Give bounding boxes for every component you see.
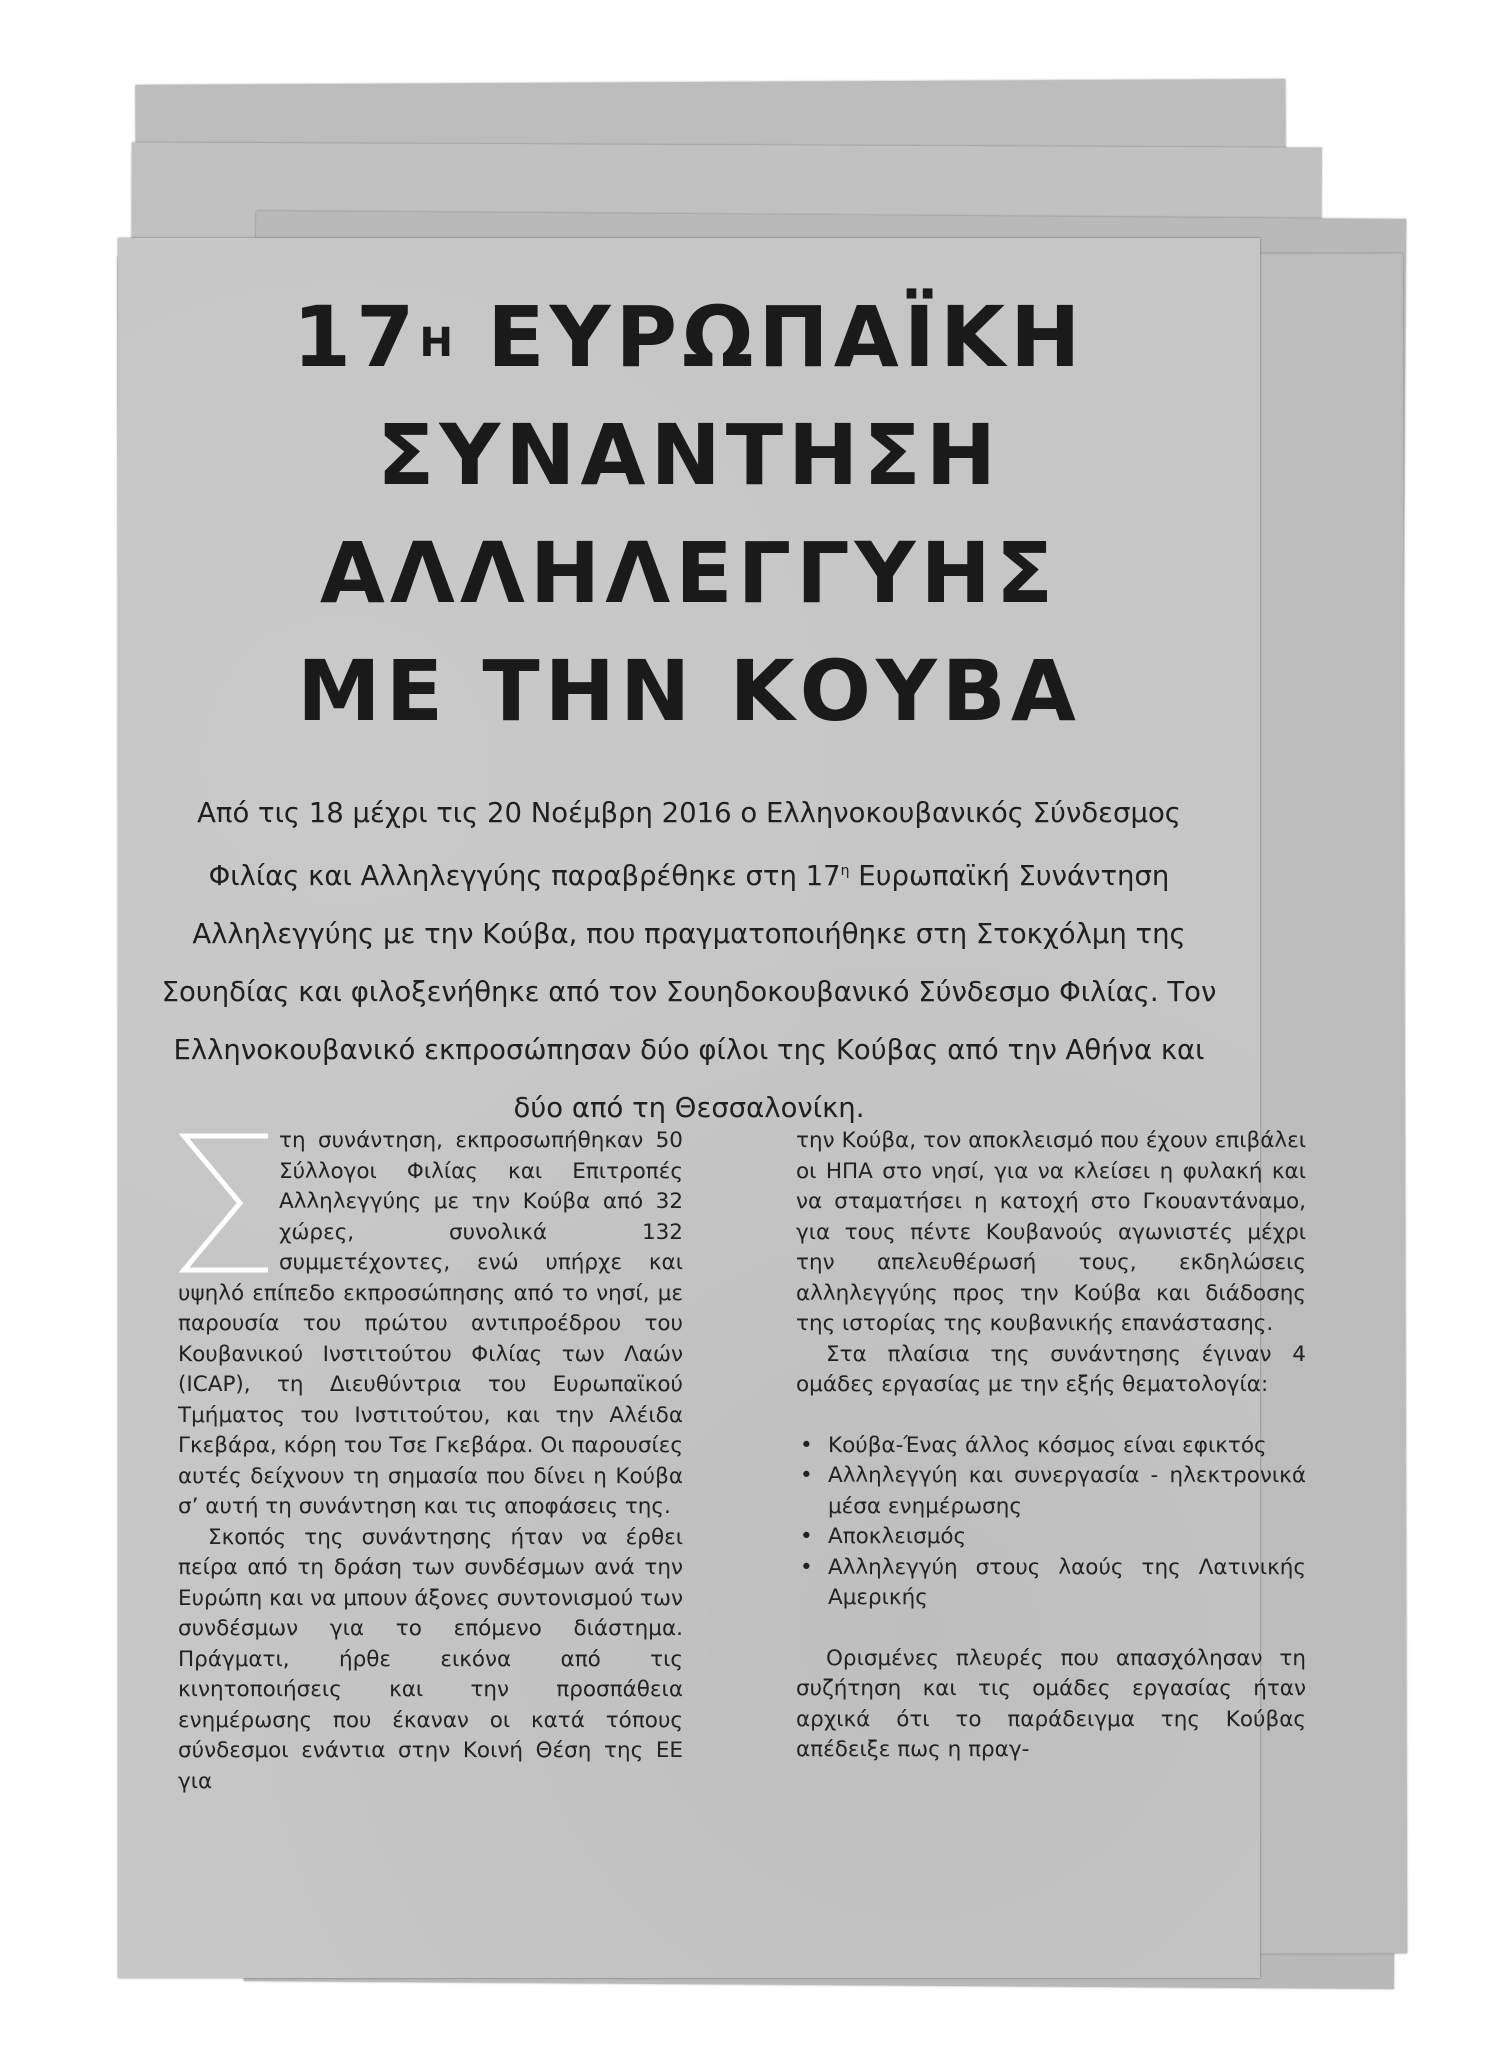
- bullet-icon: •: [800, 1524, 813, 1549]
- title-line-4: ΜΕ ΤΗΝ ΚΟΥΒΑ: [297, 642, 1081, 740]
- bullet-icon: •: [800, 1554, 813, 1580]
- left-paragraph-1: τη συνάντηση, εκπροσωπήθηκαν 50 Σύλλογοι Φιλίας και Επιτροπές Αλληλεγγύης με την Κούβα από 32 χώρες, συνολικά 132 συμμετέχοντες, ενώ υπήρχε και υψηλό επίπεδο εκπροσώπησης από το νησί, με παρουσία του πρώτου αντιπροέδρου του Κουβανικού Ινστιτούτου Φιλίας των Λαών (ICAP), τη Διευθύντρια του Ευρωπαϊκού Τμήματος του Ινστιτούτου, και την Αλέιδα Γκεβάρα, κόρη του Τσε Γκεβάρα. Οι παρουσίες αυτές δείχνουν τη σημασία που δίνει η Κούβα σ’ αυτή τη συνάντηση και τις αποφάσεις της.: [178, 1128, 683, 1519]
- left-column: [178, 1126, 683, 1797]
- right-paragraph-1: την Κούβα, τον αποκλεισμό που έχουν επιβάλει οι ΗΠΑ στο νησί, για να κλείσει η φυλακή και να σταματήσει η κατοχή στο Γκουαντάναμο, για τους πέντε Κουβανούς αγωνιστές μέχρι την απελευθέρωσή τους, εκδηλώσεις αλληλεγγύης προς την Κούβα και διάδοσης της ιστορίας της κουβανικής επανάστασης.: [796, 1128, 1306, 1336]
- list-item: • Αλληλεγγύη στους λαούς της Λατινικής Αμερικής: [800, 1554, 1306, 1610]
- right-paragraph-3: Ορισμένες πλευρές που απασχόλησαν τη συζήτηση και τις ομάδες εργασίας ήταν αρχικά ότι το παράδειγμα της Κούβας απέδειξε πως η πραγ-: [796, 1645, 1306, 1762]
- bullet-icon: •: [800, 1432, 813, 1458]
- article-title: [118, 278, 1260, 750]
- intro-paragraph: Από τις 18 μέχρι τις 20 Νοέμβρη 2016 ο Ελληνοκουβανικός Σύνδεσμος Φιλίας και Αλληλεγγύης παραβρέθηκε στη $17^\eta$ Ευρωπαϊκή Συνάντηση Αλληλεγγύης με την Κούβα, που πραγματοποιήθηκε στη Στοκχόλμη της Σουηδίας και φιλοξενήθηκε από τον Σουηδοκουβανικό Σύνδεσμο Φιλίας. Τον Ελληνοκουβανικό εκπροσώπησαν δύο φίλοι της Κούβας από την Αθήνα και δύο από τη Θεσσαλονίκη.: [161, 797, 1217, 1125]
- list-item: • Αποκλεισμός: [796, 1522, 1306, 1553]
- title-line-2: ΣΥΝΑΝΤΗΣΗ: [376, 406, 1002, 504]
- title-superscript: Η: [419, 320, 453, 366]
- list-item: • Κούβα-Ένας άλλος κόσμος είναι εφικτός: [796, 1431, 1306, 1462]
- front-page: [118, 238, 1306, 1978]
- title-line-3: ΑΛΛΗΛΕΓΓΥΗΣ: [319, 524, 1059, 622]
- left-paragraph-2: Σκοπός της συνάντησης ήταν να έρθει πείρα από τη δράση των συνδέσμων ανά την Ευρώπη και να μπουν άξονες συντονισμού των συνδέσμων για το επόμενο διάστημα. Πράγματι, ήρθε εικόνα από τις κινητοποιήσεις και την προσπάθεια ενημέρωσης που έκαναν οι κατά τόπους σύνδεσμοι ενάντια στην Κοινή Θέση της ΕΕ για: [178, 1524, 683, 1794]
- right-column: [796, 1126, 1306, 1766]
- list-item: • Αλληλεγγύη και συνεργασία - ηλεκτρονικά μέσα ενημέρωσης: [800, 1463, 1306, 1519]
- dropcap-sigma: [176, 1128, 271, 1278]
- right-paragraph-2: Στα πλαίσια της συνάντησης έγιναν 4 ομάδες εργασίας με την εξής θεματολογία:: [796, 1341, 1306, 1397]
- bullet-icon: •: [800, 1463, 813, 1488]
- topics-list: [796, 1431, 1306, 1614]
- title-line-1: $17^H$ ΕΥΡΩΠΑΪΚΗ: [292, 288, 1086, 386]
